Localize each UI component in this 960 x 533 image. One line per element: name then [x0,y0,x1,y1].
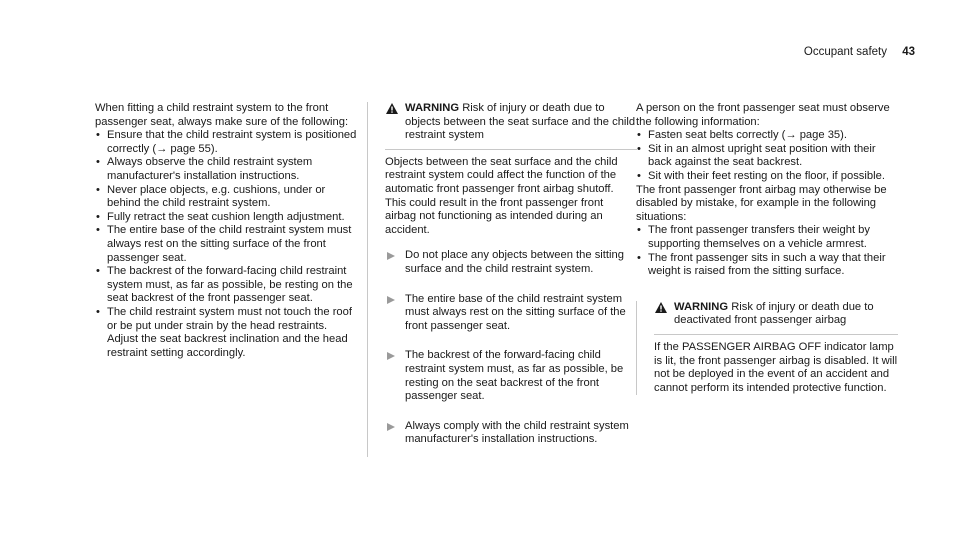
step-text: Do not place any objects between the sitting surface and the child restraint system. [405,249,624,275]
list-item: • Sit in an almost upright seat position with their back against the seat backrest. [636,143,898,170]
fitting-checklist [95,129,357,360]
action-step [385,420,637,447]
play-arrow-icon [387,423,395,431]
warning-headline: Risk of injury or death due to deactivated front passenger airbag [674,300,874,327]
list-item: • The entire base of the child restraint system must always rest on the sitting surface of the front passenger seat. [95,224,357,265]
step-text: The backrest of the forward-facing child restraint system must, as far as possible, be resting on the seat backrest of the front passenger seat. [405,349,624,403]
list-item: • Always observe the child restraint system manufacturer's installation instructions. [95,156,357,183]
situations-list [636,224,898,278]
list-item: • Fully retract the seat cushion length adjustment. [95,211,357,225]
warning-body: This could result in the front passenger front airbag not functioning as intended during an accident. [385,196,604,236]
list-item: • Ensure that the child restraint system is positioned correctly (→ page 55). [95,129,357,156]
divider [654,334,898,335]
page-header [804,46,915,60]
action-step [385,293,637,334]
warning-box [367,102,637,457]
list-item: • Never place objects, e.g. cushions, under or behind the child restraint system. [95,184,357,211]
column-middle [367,102,637,457]
list-item: • The backrest of the forward-facing child restraint system must, as far as possible, be resting on the seat backrest of the front passenger seat. [95,265,357,306]
list-item: • The front passenger sits in such a way that their weight is raised from the sitting surface. [636,252,898,279]
intro-text: When fitting a child restraint system to the front passenger seat, always make sure of the following: [95,102,349,128]
action-step [385,249,637,276]
page-number: 43 [902,46,915,58]
warning-header [385,102,637,143]
warning-headline: Risk of injury or death due to objects between the seat surface and the child restraint system [405,102,636,142]
list-item: • The child restraint system must not touch the roof or be put under strain by the head restraints. Adjust the seat backrest inclination and the head restraint setting accordingly. [95,306,357,360]
list-item: • The front passenger transfers their weight by supporting themselves on a vehicle armrest. [636,224,898,251]
play-arrow-icon [387,352,395,360]
warning-body: If the PASSENGER AIRBAG OFF indicator lamp is lit, the front passenger airbag is disabled. It will not be deployed in the event of an accident and cannot perform its intended protective function. [654,340,898,394]
warning-label: WARNING [674,300,729,313]
section-title: Occupant safety [803,46,887,58]
warning-header [654,301,898,328]
play-arrow-icon [387,296,395,304]
column-left [95,102,357,360]
step-text: The entire base of the child restraint system must always rest on the sitting surface of the front passenger seat. [405,292,626,332]
warning-triangle-icon [386,103,398,114]
list-item: • Sit with their feet resting on the floor, if possible. [636,170,898,184]
action-step [385,349,637,403]
list-item: • Fasten seat belts correctly (→ page 35). [636,129,898,143]
action-steps [385,249,637,447]
warning-body: Objects between the seat surface and the child restraint system could affect the function of the automatic front passenger front airbag shutoff. [385,155,618,195]
passenger-checklist [636,129,898,183]
warning-label: WARNING [405,102,460,114]
body-text: The front passenger front airbag may otherwise be disabled by mistake, for example in the following situations: [636,183,887,223]
warning-triangle-icon [655,302,667,313]
play-arrow-icon [387,252,395,260]
intro-text: A person on the front passenger seat must observe the following information: [636,102,890,128]
step-text: Always comply with the child restraint system manufacturer's installation instructions. [405,419,629,446]
divider [385,149,637,150]
warning-box [636,301,898,396]
column-right [636,102,898,395]
